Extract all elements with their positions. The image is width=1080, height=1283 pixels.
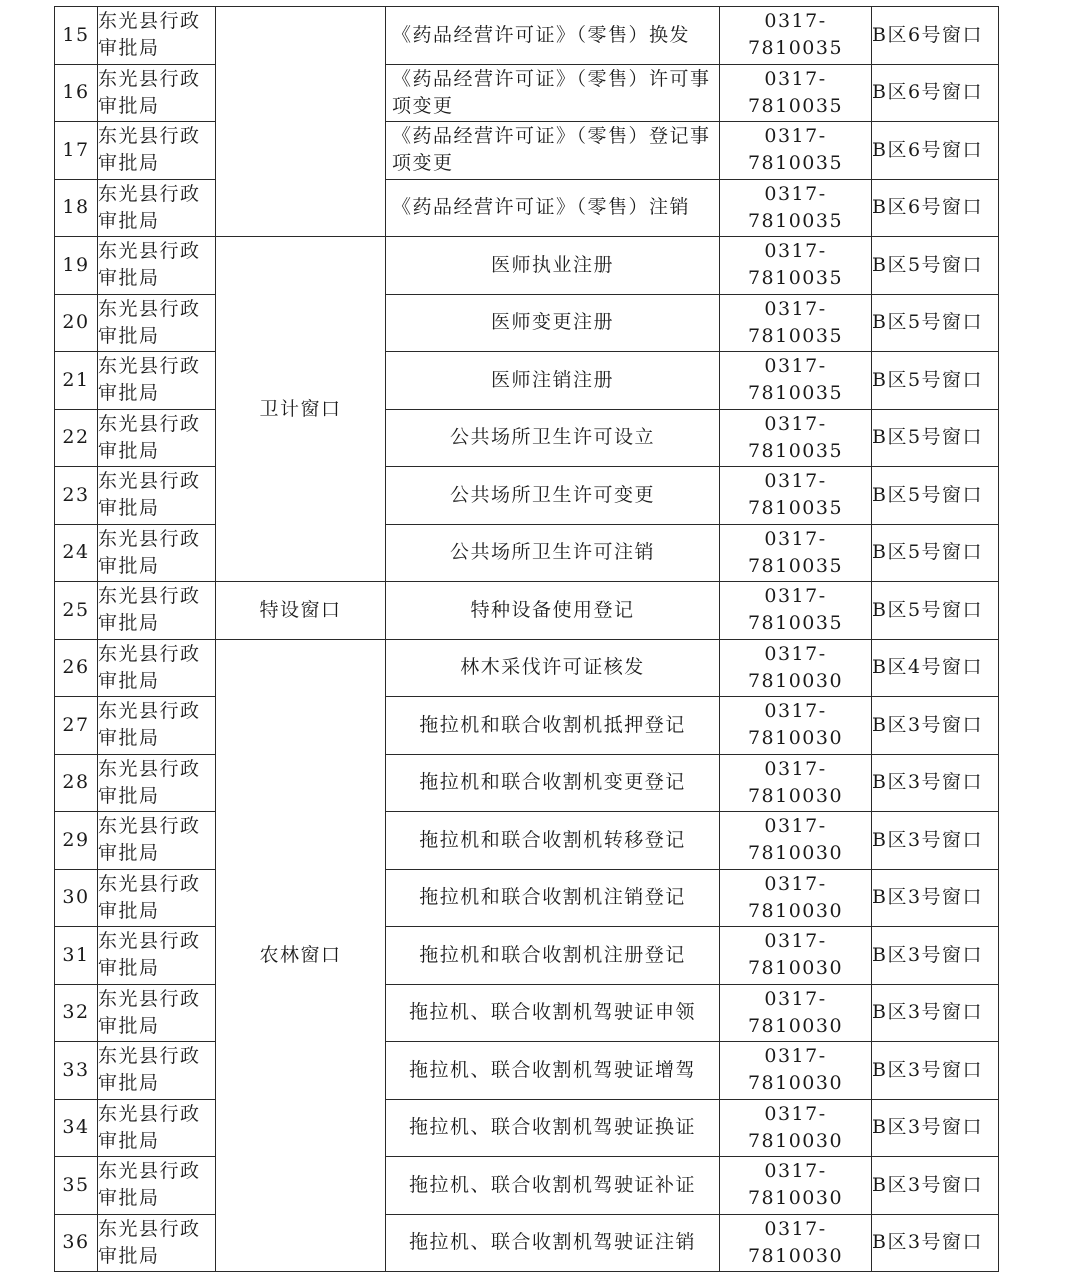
contact-phone: 0317-7810035 — [720, 7, 872, 65]
window-location-text: B区5号窗口 — [872, 368, 984, 391]
row-number: 33 — [55, 1042, 98, 1100]
contact-phone: 0317-7810030 — [720, 697, 872, 755]
table-row — [55, 812, 999, 870]
org-name — [98, 869, 216, 927]
row-number: 22 — [55, 409, 98, 467]
org-name — [98, 179, 216, 237]
contact-phone: 0317-7810030 — [720, 984, 872, 1042]
table-row — [55, 697, 999, 755]
window-location-text: B区3号窗口 — [872, 886, 984, 909]
window-location — [872, 812, 999, 870]
service-item: 医师执业注册 — [386, 237, 720, 295]
org-name-text: 东光县行政审批局 — [98, 930, 201, 980]
table-row — [55, 582, 999, 640]
window-location — [872, 467, 999, 525]
service-item: 拖拉机、联合收割机驾驶证补证 — [386, 1157, 720, 1215]
table-row — [55, 64, 999, 122]
table-row — [55, 179, 999, 237]
contact-phone: 0317-7810030 — [720, 1214, 872, 1272]
org-name-text: 东光县行政审批局 — [98, 470, 201, 520]
contact-phone: 0317-7810030 — [720, 1099, 872, 1157]
org-name — [98, 524, 216, 582]
org-name — [98, 927, 216, 985]
org-name-text: 东光县行政审批局 — [98, 10, 201, 60]
org-name-text: 东光县行政审批局 — [98, 1045, 201, 1095]
service-item: 拖拉机和联合收割机抵押登记 — [386, 697, 720, 755]
service-item: 公共场所卫生许可变更 — [386, 467, 720, 525]
window-location — [872, 927, 999, 985]
row-number: 29 — [55, 812, 98, 870]
service-item: 《药品经营许可证》（零售）注销 — [386, 179, 720, 237]
org-name — [98, 467, 216, 525]
contact-phone: 0317-7810030 — [720, 754, 872, 812]
org-name-text: 东光县行政审批局 — [98, 412, 201, 462]
window-location — [872, 352, 999, 410]
window-location — [872, 524, 999, 582]
row-number: 31 — [55, 927, 98, 985]
org-name-text: 东光县行政审批局 — [98, 182, 201, 232]
org-name-text: 东光县行政审批局 — [98, 297, 201, 347]
window-location-text: B区6号窗口 — [872, 196, 984, 219]
window-location — [872, 984, 999, 1042]
window-location — [872, 7, 999, 65]
row-number: 26 — [55, 639, 98, 697]
org-name — [98, 984, 216, 1042]
window-location — [872, 1042, 999, 1100]
window-location-text: B区3号窗口 — [872, 713, 984, 736]
row-number: 35 — [55, 1157, 98, 1215]
service-item: 拖拉机和联合收割机转移登记 — [386, 812, 720, 870]
org-name — [98, 294, 216, 352]
window-location-text: B区3号窗口 — [872, 1058, 984, 1081]
service-item: 医师变更注册 — [386, 294, 720, 352]
org-name — [98, 1157, 216, 1215]
table-row — [55, 237, 999, 295]
window-location — [872, 639, 999, 697]
table-row — [55, 467, 999, 525]
org-name — [98, 1099, 216, 1157]
contact-phone: 0317-7810030 — [720, 869, 872, 927]
table-row — [55, 122, 999, 180]
window-location-text: B区3号窗口 — [872, 943, 984, 966]
table-row — [55, 1042, 999, 1100]
contact-phone: 0317-7810035 — [720, 409, 872, 467]
row-number: 21 — [55, 352, 98, 410]
service-item: 拖拉机和联合收割机变更登记 — [386, 754, 720, 812]
org-name — [98, 639, 216, 697]
service-item: 拖拉机、联合收割机驾驶证注销 — [386, 1214, 720, 1272]
window-location-text: B区5号窗口 — [872, 253, 984, 276]
window-location-text: B区5号窗口 — [872, 598, 984, 621]
window-location — [872, 582, 999, 640]
contact-phone: 0317-7810035 — [720, 294, 872, 352]
window-location-text: B区3号窗口 — [872, 1173, 984, 1196]
contact-phone: 0317-7810030 — [720, 927, 872, 985]
window-location-text: B区3号窗口 — [872, 771, 984, 794]
org-name-text: 东光县行政审批局 — [98, 355, 201, 405]
window-location — [872, 1157, 999, 1215]
service-item: 公共场所卫生许可设立 — [386, 409, 720, 467]
org-name — [98, 754, 216, 812]
contact-phone: 0317-7810030 — [720, 1157, 872, 1215]
row-number: 19 — [55, 237, 98, 295]
row-number: 24 — [55, 524, 98, 582]
contact-phone: 0317-7810035 — [720, 64, 872, 122]
window-location-text: B区3号窗口 — [872, 1116, 984, 1139]
row-number: 27 — [55, 697, 98, 755]
contact-phone: 0317-7810030 — [720, 812, 872, 870]
org-name-text: 东光县行政审批局 — [98, 700, 201, 750]
window-location — [872, 64, 999, 122]
window-location-text: B区5号窗口 — [872, 541, 984, 564]
org-name-text: 东光县行政审批局 — [98, 872, 201, 922]
org-name — [98, 409, 216, 467]
org-name — [98, 122, 216, 180]
contact-phone: 0317-7810030 — [720, 1042, 872, 1100]
service-item: 林木采伐许可证核发 — [386, 639, 720, 697]
org-name-text: 东光县行政审批局 — [98, 642, 201, 692]
contact-phone: 0317-7810035 — [720, 467, 872, 525]
contact-phone: 0317-7810030 — [720, 639, 872, 697]
org-name — [98, 1042, 216, 1100]
service-item: 《药品经营许可证》（零售）许可事项变更 — [386, 64, 720, 122]
org-name — [98, 697, 216, 755]
table-row — [55, 754, 999, 812]
window-location-text: B区5号窗口 — [872, 311, 984, 334]
contact-phone: 0317-7810035 — [720, 122, 872, 180]
row-number: 18 — [55, 179, 98, 237]
window-location-text: B区5号窗口 — [872, 483, 984, 506]
service-window: 农林窗口 — [216, 639, 386, 1272]
table-row — [55, 294, 999, 352]
service-item: 拖拉机和联合收割机注销登记 — [386, 869, 720, 927]
row-number: 34 — [55, 1099, 98, 1157]
window-location-text: B区4号窗口 — [872, 656, 984, 679]
window-location — [872, 409, 999, 467]
row-number: 36 — [55, 1214, 98, 1272]
row-number: 20 — [55, 294, 98, 352]
row-number: 16 — [55, 64, 98, 122]
org-name — [98, 237, 216, 295]
row-number: 32 — [55, 984, 98, 1042]
window-location-text: B区3号窗口 — [872, 1231, 984, 1254]
table-row — [55, 524, 999, 582]
table-row — [55, 352, 999, 410]
org-name-text: 东光县行政审批局 — [98, 67, 201, 117]
org-name-text: 东光县行政审批局 — [98, 125, 201, 175]
table-row — [55, 927, 999, 985]
service-item: 医师注销注册 — [386, 352, 720, 410]
table-row — [55, 1099, 999, 1157]
row-number: 28 — [55, 754, 98, 812]
org-name-text: 东光县行政审批局 — [98, 815, 201, 865]
window-location — [872, 179, 999, 237]
row-number: 23 — [55, 467, 98, 525]
window-location-text: B区6号窗口 — [872, 138, 984, 161]
service-item: 《药品经营许可证》（零售）换发 — [386, 7, 720, 65]
window-location — [872, 754, 999, 812]
org-name — [98, 582, 216, 640]
window-location-text: B区6号窗口 — [872, 81, 984, 104]
row-number: 25 — [55, 582, 98, 640]
window-location — [872, 697, 999, 755]
service-item: 拖拉机和联合收割机注册登记 — [386, 927, 720, 985]
row-number: 17 — [55, 122, 98, 180]
window-location-text: B区3号窗口 — [872, 828, 984, 851]
service-table — [54, 6, 999, 1272]
row-number: 30 — [55, 869, 98, 927]
table-row — [55, 639, 999, 697]
table-row — [55, 984, 999, 1042]
service-window — [216, 7, 386, 237]
org-name-text: 东光县行政审批局 — [98, 240, 201, 290]
org-name-text: 东光县行政审批局 — [98, 1102, 201, 1152]
service-window: 特设窗口 — [216, 582, 386, 640]
org-name-text: 东光县行政审批局 — [98, 987, 201, 1037]
table-row — [55, 869, 999, 927]
service-item: 特种设备使用登记 — [386, 582, 720, 640]
contact-phone: 0317-7810035 — [720, 352, 872, 410]
window-location — [872, 1214, 999, 1272]
contact-phone: 0317-7810035 — [720, 524, 872, 582]
window-location — [872, 1099, 999, 1157]
org-name — [98, 812, 216, 870]
window-location — [872, 237, 999, 295]
contact-phone: 0317-7810035 — [720, 237, 872, 295]
org-name-text: 东光县行政审批局 — [98, 585, 201, 635]
table-body — [55, 7, 999, 1272]
window-location-text: B区3号窗口 — [872, 1001, 984, 1024]
org-name — [98, 1214, 216, 1272]
row-number: 15 — [55, 7, 98, 65]
contact-phone: 0317-7810035 — [720, 179, 872, 237]
table-row — [55, 1214, 999, 1272]
service-item: 公共场所卫生许可注销 — [386, 524, 720, 582]
org-name-text: 东光县行政审批局 — [98, 527, 201, 577]
org-name-text: 东光县行政审批局 — [98, 1160, 201, 1210]
service-item: 《药品经营许可证》（零售）登记事项变更 — [386, 122, 720, 180]
service-window: 卫计窗口 — [216, 237, 386, 582]
window-location — [872, 122, 999, 180]
org-name — [98, 352, 216, 410]
contact-phone: 0317-7810035 — [720, 582, 872, 640]
window-location — [872, 869, 999, 927]
org-name-text: 东光县行政审批局 — [98, 757, 201, 807]
service-item: 拖拉机、联合收割机驾驶证增驾 — [386, 1042, 720, 1100]
table-row — [55, 409, 999, 467]
org-name — [98, 64, 216, 122]
org-name — [98, 7, 216, 65]
table-row — [55, 7, 999, 65]
window-location-text: B区5号窗口 — [872, 426, 984, 449]
window-location-text: B区6号窗口 — [872, 23, 984, 46]
service-item: 拖拉机、联合收割机驾驶证换证 — [386, 1099, 720, 1157]
window-location — [872, 294, 999, 352]
org-name-text: 东光县行政审批局 — [98, 1217, 201, 1267]
table-row — [55, 1157, 999, 1215]
service-item: 拖拉机、联合收割机驾驶证申领 — [386, 984, 720, 1042]
